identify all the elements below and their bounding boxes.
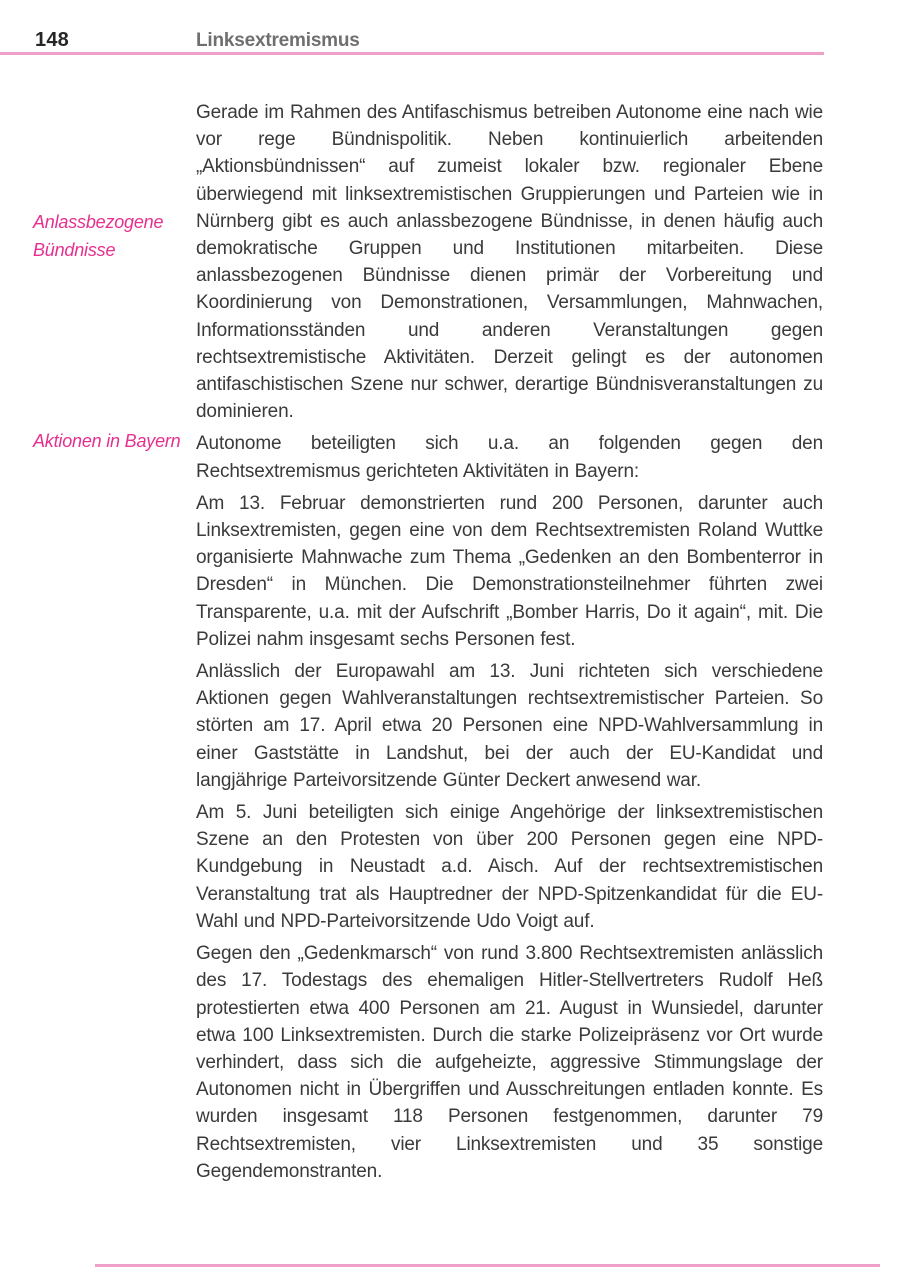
paragraph: Autonome beteiligten sich u.a. an folgenden gegen den Rechtsextremismus gerichteten Aktivitäten in Bayern: — [196, 433, 823, 482]
body-text — [196, 99, 823, 1190]
page-number: 148 — [35, 29, 69, 51]
paragraph: Am 13. Februar demonstrierten rund 200 Personen, darunter auch Linksextremisten, gegen eine von dem Rechtsextremisten Roland Wuttke organisierte Mahnwache zum Thema „Gedenken an den Bombenterror in Dresden“ in München. Die Demonstrationsteilnehmer führten zwei Transparente, u.a. mit der Aufschrift „Bomber Harris, Do it again“, mit. Die Polizei nahm insgesamt sechs Personen fest. — [196, 492, 823, 650]
margin-note-aktionen-in-bayern: Aktionen in Bayern — [33, 431, 181, 451]
header-title: Linksextremismus — [196, 30, 360, 51]
paragraph: Gegen den „Gedenkmarsch“ von rund 3.800 Rechtsextremisten anlässlich des 17. Todestags des ehemaligen Hitler-Stellvertreters Rudolf Heß protestierten etwa 400 Personen am 21. August in Wunsiedel, darunter etwa 100 Linksextremisten. Durch die starke Polizeipräsenz vor Ort wurde verhindert, dass sich die aufgeheizte, aggressive Stimmungslage der Autonomen nicht in Übergriffen und Ausschreitungen entladen konnte. Es wurden insgesamt 118 Personen festgenommen, darunter 79 Rechtsextremisten, vier Linksextremisten und 35 sonstige Gegendemonstranten. — [196, 943, 823, 1182]
paragraph: Am 5. Juni beteiligten sich einige Angehörige der linksextremistischen Szene an den Protesten von über 200 Personen gegen eine NPD-Kundgebung in Neustadt a.d. Aisch. Auf der rechtsextremistischen Veranstaltung trat als Hauptredner der NPD-Spitzenkandidat für die EU-Wahl und NPD-Parteivorsitzende Udo Voigt auf. — [196, 802, 823, 932]
header-rule — [0, 52, 824, 55]
paragraph: Anlässlich der Europawahl am 13. Juni richteten sich verschiedene Aktionen gegen Wahlveranstaltungen rechtsextremistischer Parteien. So störten am 17. April etwa 20 Personen eine NPD-Wahlversammlung in einer Gaststätte in Landshut, bei der auch der EU-Kandidat und langjährige Parteivorsitzende Günter Deckert anwesend war. — [196, 661, 823, 791]
footer-rule — [95, 1264, 880, 1267]
margin-note-anlassbezogene-buendnisse: Anlassbezogene Bündnisse — [33, 212, 164, 260]
paragraph: Gerade im Rahmen des Antifaschismus betreiben Autonome eine nach wie vor rege Bündnispolitik. Neben kontinuierlich arbeitenden „Aktionsbündnissen“ auf zumeist lokaler bzw. regionaler Ebene überwiegend mit linksextremistischen Gruppierungen und Parteien wie in Nürnberg gibt es auch anlassbezogene Bündnisse, in denen häufig auch demokratische Gruppen und Institutionen mitarbeiten. Diese anlassbezogenen Bündnisse dienen primär der Vorbereitung und Koordinierung von Demonstrationen, Versammlungen, Mahnwachen, Informationsständen und anderen Veranstaltungen gegen rechtsextremistische Aktivitäten. Derzeit gelingt es der autonomen antifaschistischen Szene nur schwer, derartige Bündnisveranstaltungen zu dominieren. — [196, 102, 823, 423]
